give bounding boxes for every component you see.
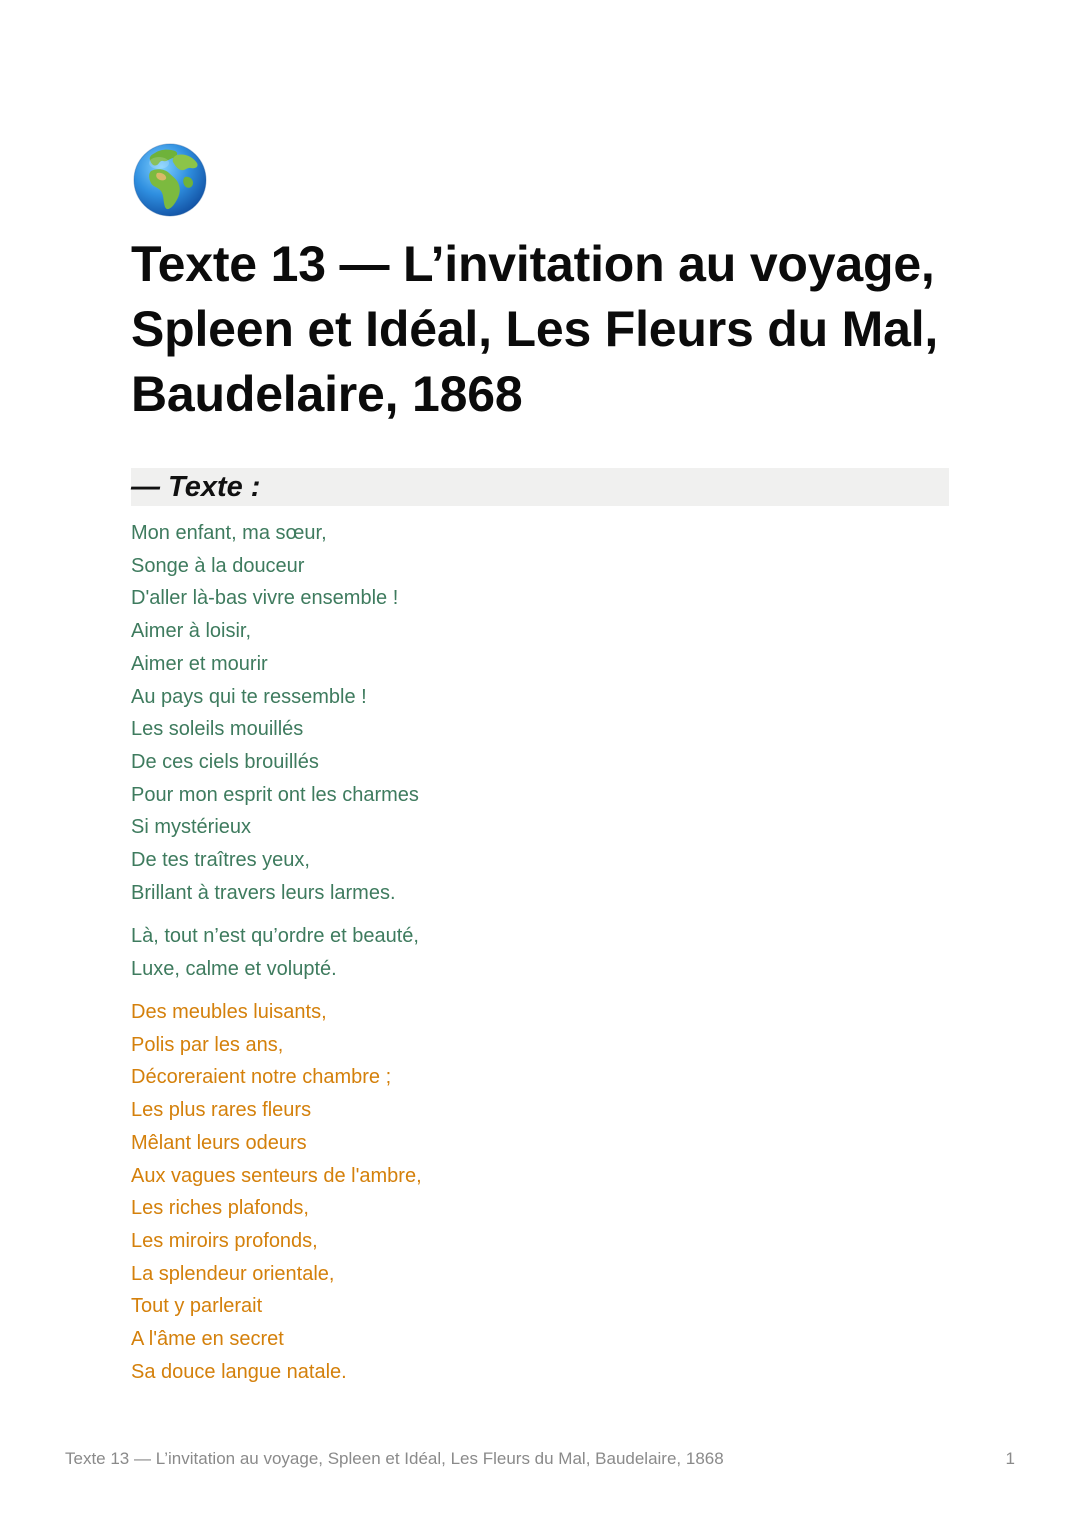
globe-icon: [133, 143, 207, 217]
verse-line: Sa douce langue natale.: [131, 1360, 347, 1383]
refrain: [131, 920, 419, 985]
footer-document-title: Texte 13 — L’invitation au voyage, Spleen et Idéal, Les Fleurs du Mal, Baudelaire, 1868: [65, 1449, 724, 1468]
verse-line: Tout y parlerait: [131, 1295, 263, 1318]
verse-line: Les riches plafonds,: [131, 1197, 309, 1220]
verse-line: Songe à la douceur: [131, 554, 305, 577]
verse-line: Les soleils mouillés: [131, 718, 304, 741]
verse-line: Au pays qui te ressemble !: [131, 685, 367, 708]
verse-line: Aimer et mourir: [131, 652, 268, 675]
verse-line: De tes traîtres yeux,: [131, 849, 310, 872]
page-title: Texte 13 — L’invitation au voyage, Spleen et Idéal, Les Fleurs du Mal, Baudelaire, 1868: [131, 236, 939, 422]
verse-line: A l'âme en secret: [131, 1328, 284, 1351]
verse-line: De ces ciels brouillés: [131, 750, 319, 773]
verse-line: Là, tout n’est qu’ordre et beauté,: [131, 925, 419, 947]
verse-line: La splendeur orientale,: [131, 1262, 335, 1285]
verse-line: Polis par les ans,: [131, 1033, 284, 1056]
verse-line: Mêlant leurs odeurs: [131, 1131, 307, 1154]
footer-page-number: 1: [1005, 1449, 1015, 1468]
verse-line: Des meubles luisants,: [131, 1001, 327, 1023]
section-heading-texte: — Texte :: [131, 468, 949, 506]
verse-line: Pour mon esprit ont les charmes: [131, 783, 419, 806]
verse-line: Mon enfant, ma sœur,: [131, 522, 327, 544]
stanza-2: [131, 996, 422, 1388]
globe-icon-graphic: [133, 143, 207, 217]
verse-line: Aux vagues senteurs de l'ambre,: [131, 1164, 422, 1187]
verse-line: Luxe, calme et volupté.: [131, 957, 337, 980]
verse-line: Les miroirs profonds,: [131, 1229, 318, 1252]
verse-line: Aimer à loisir,: [131, 620, 252, 643]
verse-line: Décoreraient notre chambre ;: [131, 1066, 392, 1089]
verse-line: Brillant à travers leurs larmes.: [131, 881, 396, 904]
verse-line: Si mystérieux: [131, 816, 252, 839]
stanza-1: [131, 517, 419, 909]
verse-line: Les plus rares fleurs: [131, 1099, 312, 1122]
verse-line: D'aller là-bas vivre ensemble !: [131, 587, 399, 610]
